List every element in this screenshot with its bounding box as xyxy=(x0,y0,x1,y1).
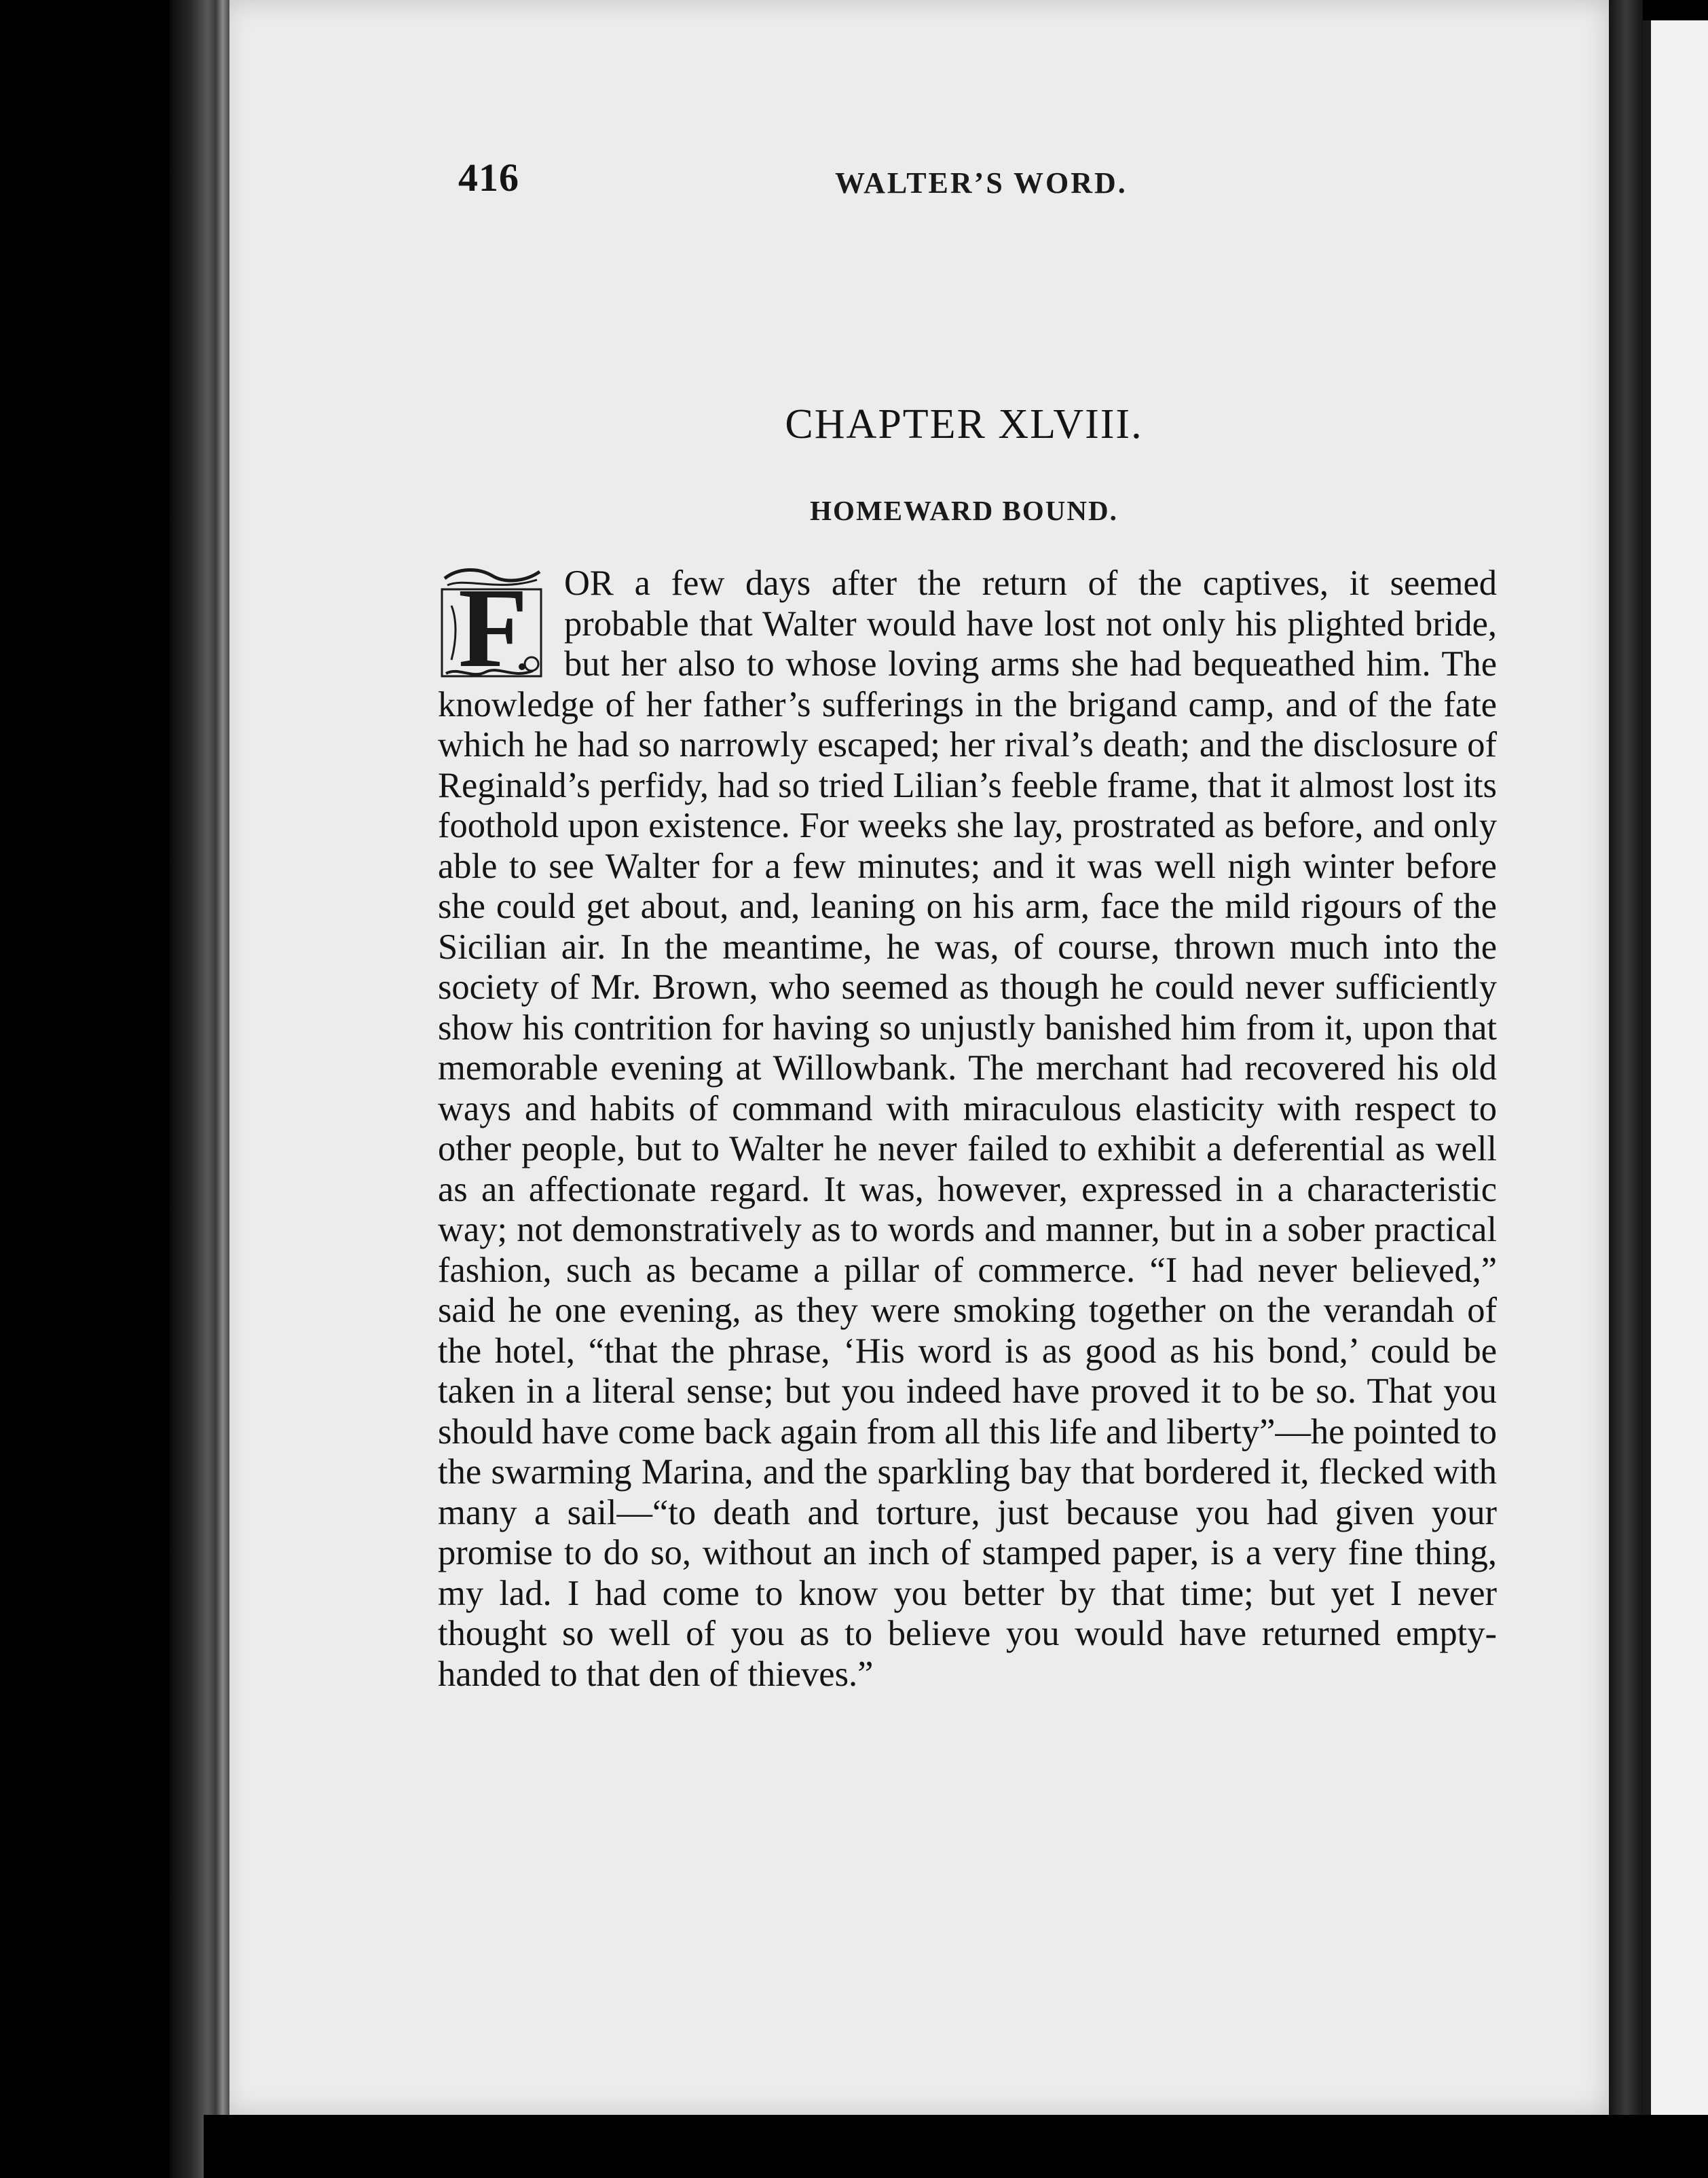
page-number: 416 xyxy=(458,155,519,200)
body-paragraph xyxy=(438,564,1497,1695)
page-gutter-shadow xyxy=(1609,0,1643,2115)
drop-cap xyxy=(438,565,546,691)
chapter-subtitle: HOMEWARD BOUND. xyxy=(810,495,1118,526)
binding-edge xyxy=(216,0,229,2132)
body-text: OR a few days after the return of the captives, it seemed probable that Walter would have lost not only his plighted bride, but her also to whose loving arms she had bequeathed him. The knowledge of her father’s sufferings in the brigand camp, and of the fate which he had so narrowly escaped; her rival’s death; and the disclosure of Reginald’s perfidy, had so tried Lilian’s feeble frame, that it almost lost its foothold upon existence. For weeks she lay, prostrated as before, and only able to see Walter for a few minutes; and it was well nigh winter before she could get about, and, leaning on his arm, face the mild rigours of the Sicilian air. In the meantime, he was, of course, thrown much into the society of Mr. Brown, who seemed as though he could never sufficiently show his contrition for having so unjustly banished him from it, upon that memorable evening at Willowbank. The merchant had recovered his old ways and habits of command with miraculous elasticity with respect to other people, but to Walter he never failed to exhibit a deferential as well as an affectionate regard. It was, however, expressed in a characteristic way; not demonstratively as to words and manner, but in a sober practical fashion, such as became a pillar of commerce. “I had never believed,” said he one evening, as they were smoking together on the verandah of the hotel, “that the phrase, ‘His word is as good as his bond,’ could be taken in a literal sense; but you indeed have proved it to be so. That you should have come back again from all this life and liberty”—he pointed to the swarming Marina, and the sparkling bay that bordered it, flecked with many a sail—“to death and torture, just because you had given your promise to do so, without an inch of stamped paper, is a very fine thing, my lad. I had come to know you better by that time; but yet I never thought so well of you as to believe you would have returned empty-handed to that den of thieves.” xyxy=(438,564,1497,1694)
running-title: WALTER’S WORD. xyxy=(835,166,1128,200)
page-gap xyxy=(1643,20,1651,2115)
chapter-title: CHAPTER XLVIII. xyxy=(785,401,1143,447)
page-bottom-edge xyxy=(204,2115,1708,2178)
drop-cap-letter: F xyxy=(458,565,528,691)
next-page-edge xyxy=(1643,20,1708,2115)
running-head xyxy=(224,155,1609,209)
